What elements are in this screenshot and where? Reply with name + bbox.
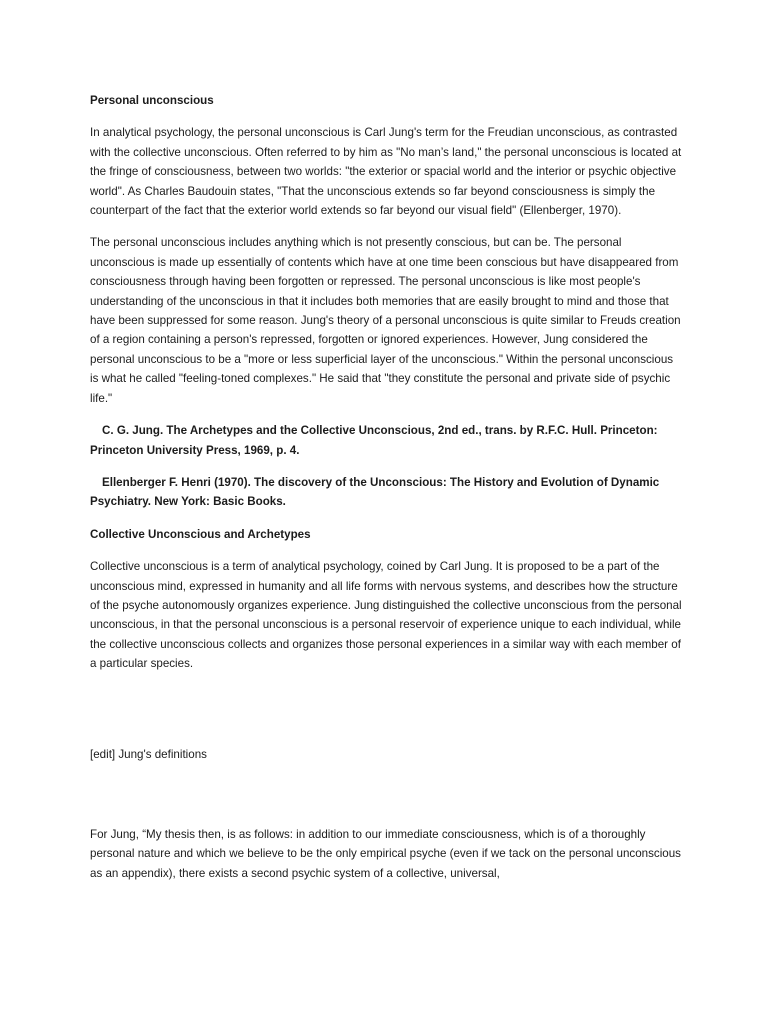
paragraph-personal-unconscious-contents: The personal unconscious includes anything which is not presently conscious, but can be. The personal unconscious is made up essentially of contents which have at one time been conscious but have disappeared from consciousness through having been forgotten or repressed. The personal unconscious is like most people's understanding of the unconscious in that it includes both memories that are easily brought to mind and those that have been suppressed for some reason. Jung's theory of a personal unconscious is quite similar to Freuds creation of a region containing a person's repressed, forgotten or ignored experiences. However, Jung considered the personal unconscious to be a "more or less superficial layer of the unconscious." Within the personal unconscious is what he called "feeling-toned complexes." He said that "they constitute the personal and private side of psychic life." <box>90 236 681 405</box>
paragraph-personal-unconscious-intro: In analytical psychology, the personal unconscious is Carl Jung's term for the Freudian unconscious, as contrasted with the collective unconscious. Often referred to by him as "No man’s land," the personal unconscious is located at the fringe of consciousness, between two worlds: "the exterior or spacial world and the interior or psychic objective world". As Charles Baudouin states, "That the unconscious extends so far beyond consciousness is simply the counterpart of the fact that the exterior world extends so far beyond our visual field" (Ellenberger, 1970). <box>90 126 682 218</box>
document-page <box>90 91 682 896</box>
blank-space <box>90 777 682 825</box>
section-heading-personal-unconscious: Personal unconscious <box>90 94 214 107</box>
section-heading-collective-unconscious: Collective Unconscious and Archetypes <box>90 527 311 541</box>
edit-section-jungs-definitions: [edit] Jung's definitions <box>90 747 207 761</box>
reference-ellenberger: Ellenberger F. Henri (1970). The discovery of the Unconscious: The History and Evolution of Dynamic Psychiatry. New York: Basic Books. <box>90 475 660 509</box>
paragraph-collective-unconscious: Collective unconscious is a term of analytical psychology, coined by Carl Jung. It is proposed to be a part of the unconscious mind, expressed in humanity and all life forms with nervous systems, and describes how the structure of the psyche autonomously organizes experience. Jung distinguished the collective unconscious from the personal unconscious, in that the personal unconscious is a personal reservoir of experience unique to each individual, while the collective unconscious collects and organizes those personal experiences in a similar way with each member of a particular species. <box>90 560 682 671</box>
paragraph-jung-thesis: For Jung, “My thesis then, is as follows: in addition to our immediate consciousness, which is of a thoroughly personal nature and which we believe to be the only empirical psyche (even if we tack on the personal unconscious as an appendix), there exists a second psychic system of a collective, universal, <box>90 827 681 880</box>
blank-space <box>90 687 682 745</box>
reference-jung-archetypes: C. G. Jung. The Archetypes and the Collective Unconscious, 2nd ed., trans. by R.F.C. Hull. Princeton: Princeton University Press, 1969, p. 4. <box>90 424 658 457</box>
